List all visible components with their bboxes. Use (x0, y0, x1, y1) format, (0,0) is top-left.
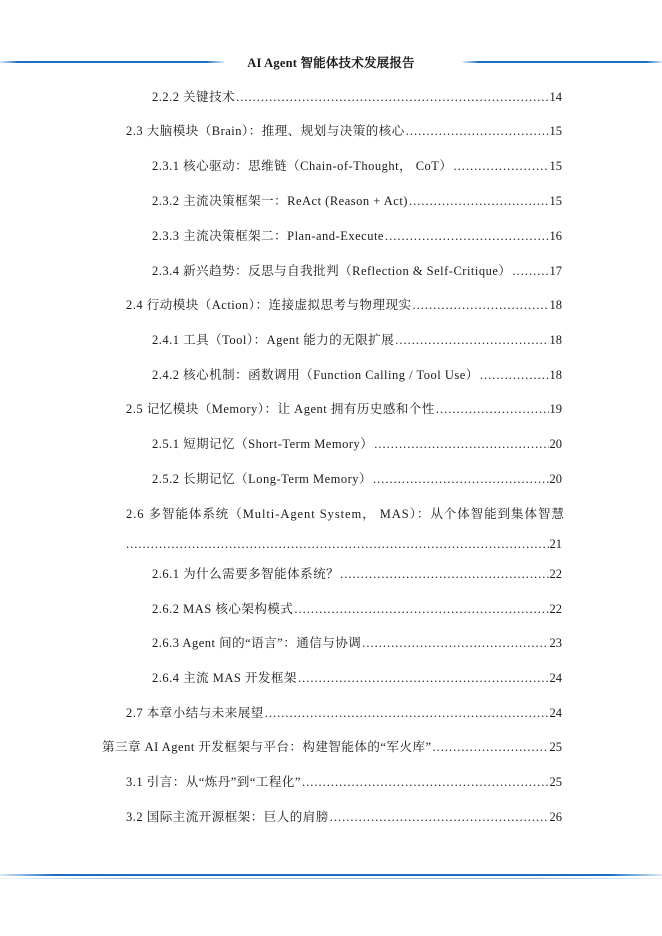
toc-page-number: 22 (549, 567, 562, 581)
report-header-title: AI Agent 智能体技术发展报告 (247, 56, 415, 70)
toc-page-number: 17 (549, 264, 562, 278)
toc-entry-label: 2.6.3 Agent 间的“语言”：通信与协调 (152, 636, 362, 650)
toc-leader-dots (374, 435, 548, 453)
toc-leader-dots (385, 227, 549, 245)
toc-leader-dots (433, 738, 549, 756)
toc-leader-dots (362, 634, 548, 652)
toc-page-number: 24 (549, 671, 562, 685)
toc-entry-ch3[interactable] (102, 738, 562, 756)
toc-page-number: 16 (549, 229, 562, 243)
toc-page-number: 24 (549, 706, 562, 720)
toc-entry-2-6-line1[interactable] (126, 505, 565, 523)
toc-page-number: 18 (549, 333, 562, 347)
toc-entry-2-4[interactable] (126, 296, 562, 314)
toc-entry-label: 2.3.1 核心驱动：思维链（Chain-of-Thought， CoT） (152, 159, 453, 173)
toc-leader-dots (294, 600, 548, 618)
toc-page-number: 25 (549, 775, 562, 789)
toc-entry-2-3[interactable] (126, 122, 562, 140)
toc-leader-dots (340, 565, 548, 583)
footer-rule (0, 874, 662, 876)
toc-entry-2-2-2[interactable] (152, 88, 562, 106)
toc-entry-2-6-1[interactable] (152, 565, 562, 583)
toc-entry-2-3-4[interactable] (152, 262, 562, 280)
toc-entry-2-4-2[interactable] (152, 366, 562, 384)
toc-entry-2-6-3[interactable] (152, 634, 562, 652)
toc-entry-2-5[interactable] (126, 400, 562, 418)
toc-leader-dots (395, 331, 548, 349)
toc-leader-dots (298, 669, 549, 687)
toc-leader-dots (512, 262, 548, 280)
header-rule-left (0, 61, 224, 63)
toc-entry-2-5-1[interactable] (152, 435, 562, 453)
toc-page-number: 14 (549, 90, 562, 104)
toc-page-number: 20 (549, 437, 562, 451)
header-rule-right (463, 61, 662, 63)
toc-entry-2-5-2[interactable] (152, 470, 562, 488)
toc-entry-label: 3.2 国际主流开源框架：巨人的肩膀 (126, 810, 329, 824)
toc-entry-2-7[interactable] (126, 704, 562, 722)
toc-entry-label: 2.5.1 短期记忆（Short-Term Memory） (152, 437, 374, 451)
toc-leader-dots (413, 296, 549, 314)
toc-page-number: 20 (549, 472, 562, 486)
toc-leader-dots (436, 400, 549, 418)
toc-leader-dots (330, 808, 549, 826)
footer-rule-thin (0, 878, 662, 879)
toc-entry-label: 2.5.2 长期记忆（Long-Term Memory） (152, 472, 373, 486)
toc-entry-label: 2.6.1 为什么需要多智能体系统？ (152, 567, 340, 581)
toc-leader-dots (453, 157, 548, 175)
toc-page-number: 15 (549, 159, 562, 173)
toc-leader-dots (406, 122, 549, 140)
toc-entry-2-3-2[interactable] (152, 192, 562, 210)
toc-entry-label: 2.5 记忆模块（Memory）：让 Agent 拥有历史感和个性 (126, 402, 435, 416)
toc-page-number: 15 (549, 194, 562, 208)
toc-page-number: 23 (549, 636, 562, 650)
toc-leader-dots (126, 535, 549, 553)
toc-entry-label: 2.3.3 主流决策框架二：Plan-and-Execute (152, 229, 384, 243)
toc-page-number: 15 (549, 124, 562, 138)
toc-leader-dots (409, 192, 549, 210)
toc-entry-label: 第三章 AI Agent 开发框架与平台：构建智能体的“军火库” (102, 740, 432, 754)
toc-page-number: 19 (549, 402, 562, 416)
toc-entry-label: 2.6.4 主流 MAS 开发框架 (152, 671, 297, 685)
toc-entry-label: 3.1 引言：从“炼丹”到“工程化” (126, 775, 301, 789)
toc-entry-label: 2.3 大脑模块（Brain）：推理、规划与决策的核心 (126, 124, 405, 138)
toc-page-number: 25 (549, 740, 562, 754)
toc-page-number: 18 (549, 368, 562, 382)
toc-entry-label: 2.4 行动模块（Action）：连接虚拟思考与物理现实 (126, 298, 412, 312)
toc-page-number: 26 (549, 810, 562, 824)
toc-entry-2-6-line2[interactable] (126, 535, 562, 553)
toc-entry-3-1[interactable] (126, 773, 562, 791)
toc-leader-dots (373, 470, 548, 488)
toc-entry-2-6-4[interactable] (152, 669, 562, 687)
toc-leader-dots (265, 704, 549, 722)
toc-entry-2-3-3[interactable] (152, 227, 562, 245)
toc-entry-label: 2.3.4 新兴趋势：反思与自我批判（Reflection & Self-Critique） (152, 264, 512, 278)
toc-page-number: 22 (549, 602, 562, 616)
toc-entry-2-6-2[interactable] (152, 600, 562, 618)
toc-page-number: 21 (549, 537, 562, 551)
toc-entry-3-2[interactable] (126, 808, 562, 826)
toc-entry-2-4-1[interactable] (152, 331, 562, 349)
toc-entry-2-3-1[interactable] (152, 157, 562, 175)
toc-leader-dots (480, 366, 549, 384)
toc-page-number: 18 (549, 298, 562, 312)
toc-entry-label: 2.6.2 MAS 核心架构模式 (152, 602, 294, 616)
toc-entry-label: 2.4.1 工具（Tool）：Agent 能力的无限扩展 (152, 333, 395, 347)
toc-entry-label: 2.6 多智能体系统（Multi-Agent System， MAS）：从个体智能到集体智慧 (126, 507, 565, 521)
toc-leader-dots (236, 88, 548, 106)
toc-entry-label: 2.2.2 关键技术 (152, 90, 236, 104)
toc-entry-label: 2.7 本章小结与未来展望 (126, 706, 264, 720)
toc-entry-label: 2.4.2 核心机制：函数调用（Function Calling / Tool Use） (152, 368, 479, 382)
toc-leader-dots (302, 773, 549, 791)
toc-entry-label: 2.3.2 主流决策框架一：ReAct (Reason + Act) (152, 194, 408, 208)
